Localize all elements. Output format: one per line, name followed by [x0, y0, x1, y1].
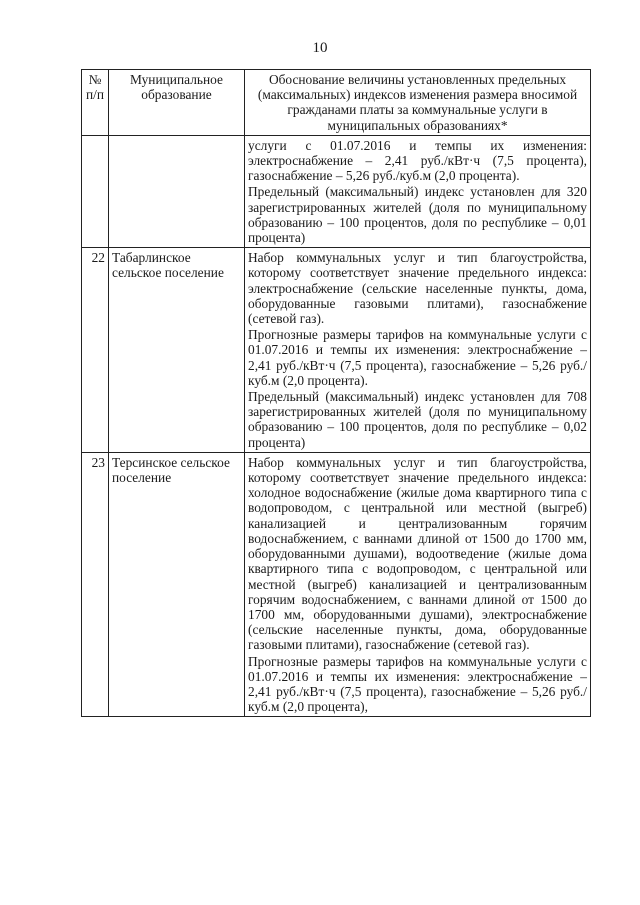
justification-paragraph: Набор коммунальных услуг и тип благоустройства, которому соответствует значение предельного индекса: холодное водоснабжение (жилые дома квартирного типа с водопроводом, с центральной или местной (выгреб) канализацией и централизованным горячим водоснабжением, с ваннами длиной от 1500 до 1700 мм, оборудованными душами), водоотведение (жилые дома квартирного типа с водопроводом, с центральной или местной (выгреб) канализацией и централизованным горячим водоснабжением, с ваннами длиной от 1500 до 1700 мм, оборудованными душами), электроснабжение (сельские населенные пункты, дома, оборудованные газовыми плитами), газоснабжение (сетевой газ).: [248, 454, 587, 653]
page-number: 10: [312, 40, 328, 56]
row-municipality: [109, 135, 245, 247]
table-row: [82, 452, 591, 716]
table-header-row: [82, 70, 591, 136]
row-municipality: Терсинское сельское поселение: [109, 452, 245, 716]
justification-paragraph: услуги с 01.07.2016 и темпы их изменения: электроснабжение – 2,41 руб./кВт·ч (7,5 процента), газоснабжение – 5,26 руб./куб.м (2,0 процента).: [248, 137, 587, 184]
row-number: 22: [82, 248, 109, 453]
table-row: [82, 248, 591, 453]
header-municipality: Муниципальное образование: [109, 70, 245, 136]
justification-paragraph: Прогнозные размеры тарифов на коммунальные услуги с 01.07.2016 и темпы их изменения: электроснабжение – 2,41 руб./кВт·ч (7,5 процента), газоснабжение – 5,26 руб./куб.м (2,0 процента).: [248, 327, 587, 388]
indices-table: [81, 69, 591, 717]
row-number: [82, 135, 109, 247]
header-num: № п/п: [82, 70, 109, 136]
header-justification: Обоснование величины установленных предельных (максимальных) индексов изменения размера вносимой гражданами платы за коммунальные услуги в муниципальных образованиях*: [245, 70, 591, 136]
row-justification: [245, 135, 591, 247]
row-municipality: Табарлинское сельское поселение: [109, 248, 245, 453]
justification-paragraph: Набор коммунальных услуг и тип благоустройства, которому соответствует значение предельного индекса: электроснабжение (сельские населенные пункты, дома, оборудованные газовыми плитами), газоснабжение (сетевой газ).: [248, 250, 587, 327]
justification-paragraph: Предельный (максимальный) индекс установлен для 320 зарегистрированных жителей (доля по муниципальному образованию – 100 процентов, доля по республике – 0,01 процента): [248, 184, 587, 246]
row-justification: [245, 248, 591, 453]
table-row: [82, 135, 591, 247]
row-number: 23: [82, 452, 109, 716]
justification-paragraph: Прогнозные размеры тарифов на коммунальные услуги с 01.07.2016 и темпы их изменения: электроснабжение – 2,41 руб./кВт·ч (7,5 процента), газоснабжение – 5,26 руб./куб.м (2,0 процента),: [248, 653, 587, 715]
row-justification: [245, 452, 591, 716]
justification-paragraph: Предельный (максимальный) индекс установлен для 708 зарегистрированных жителей (доля по муниципальному образованию – 100 процентов, доля по республике – 0,02 процента): [248, 389, 587, 450]
